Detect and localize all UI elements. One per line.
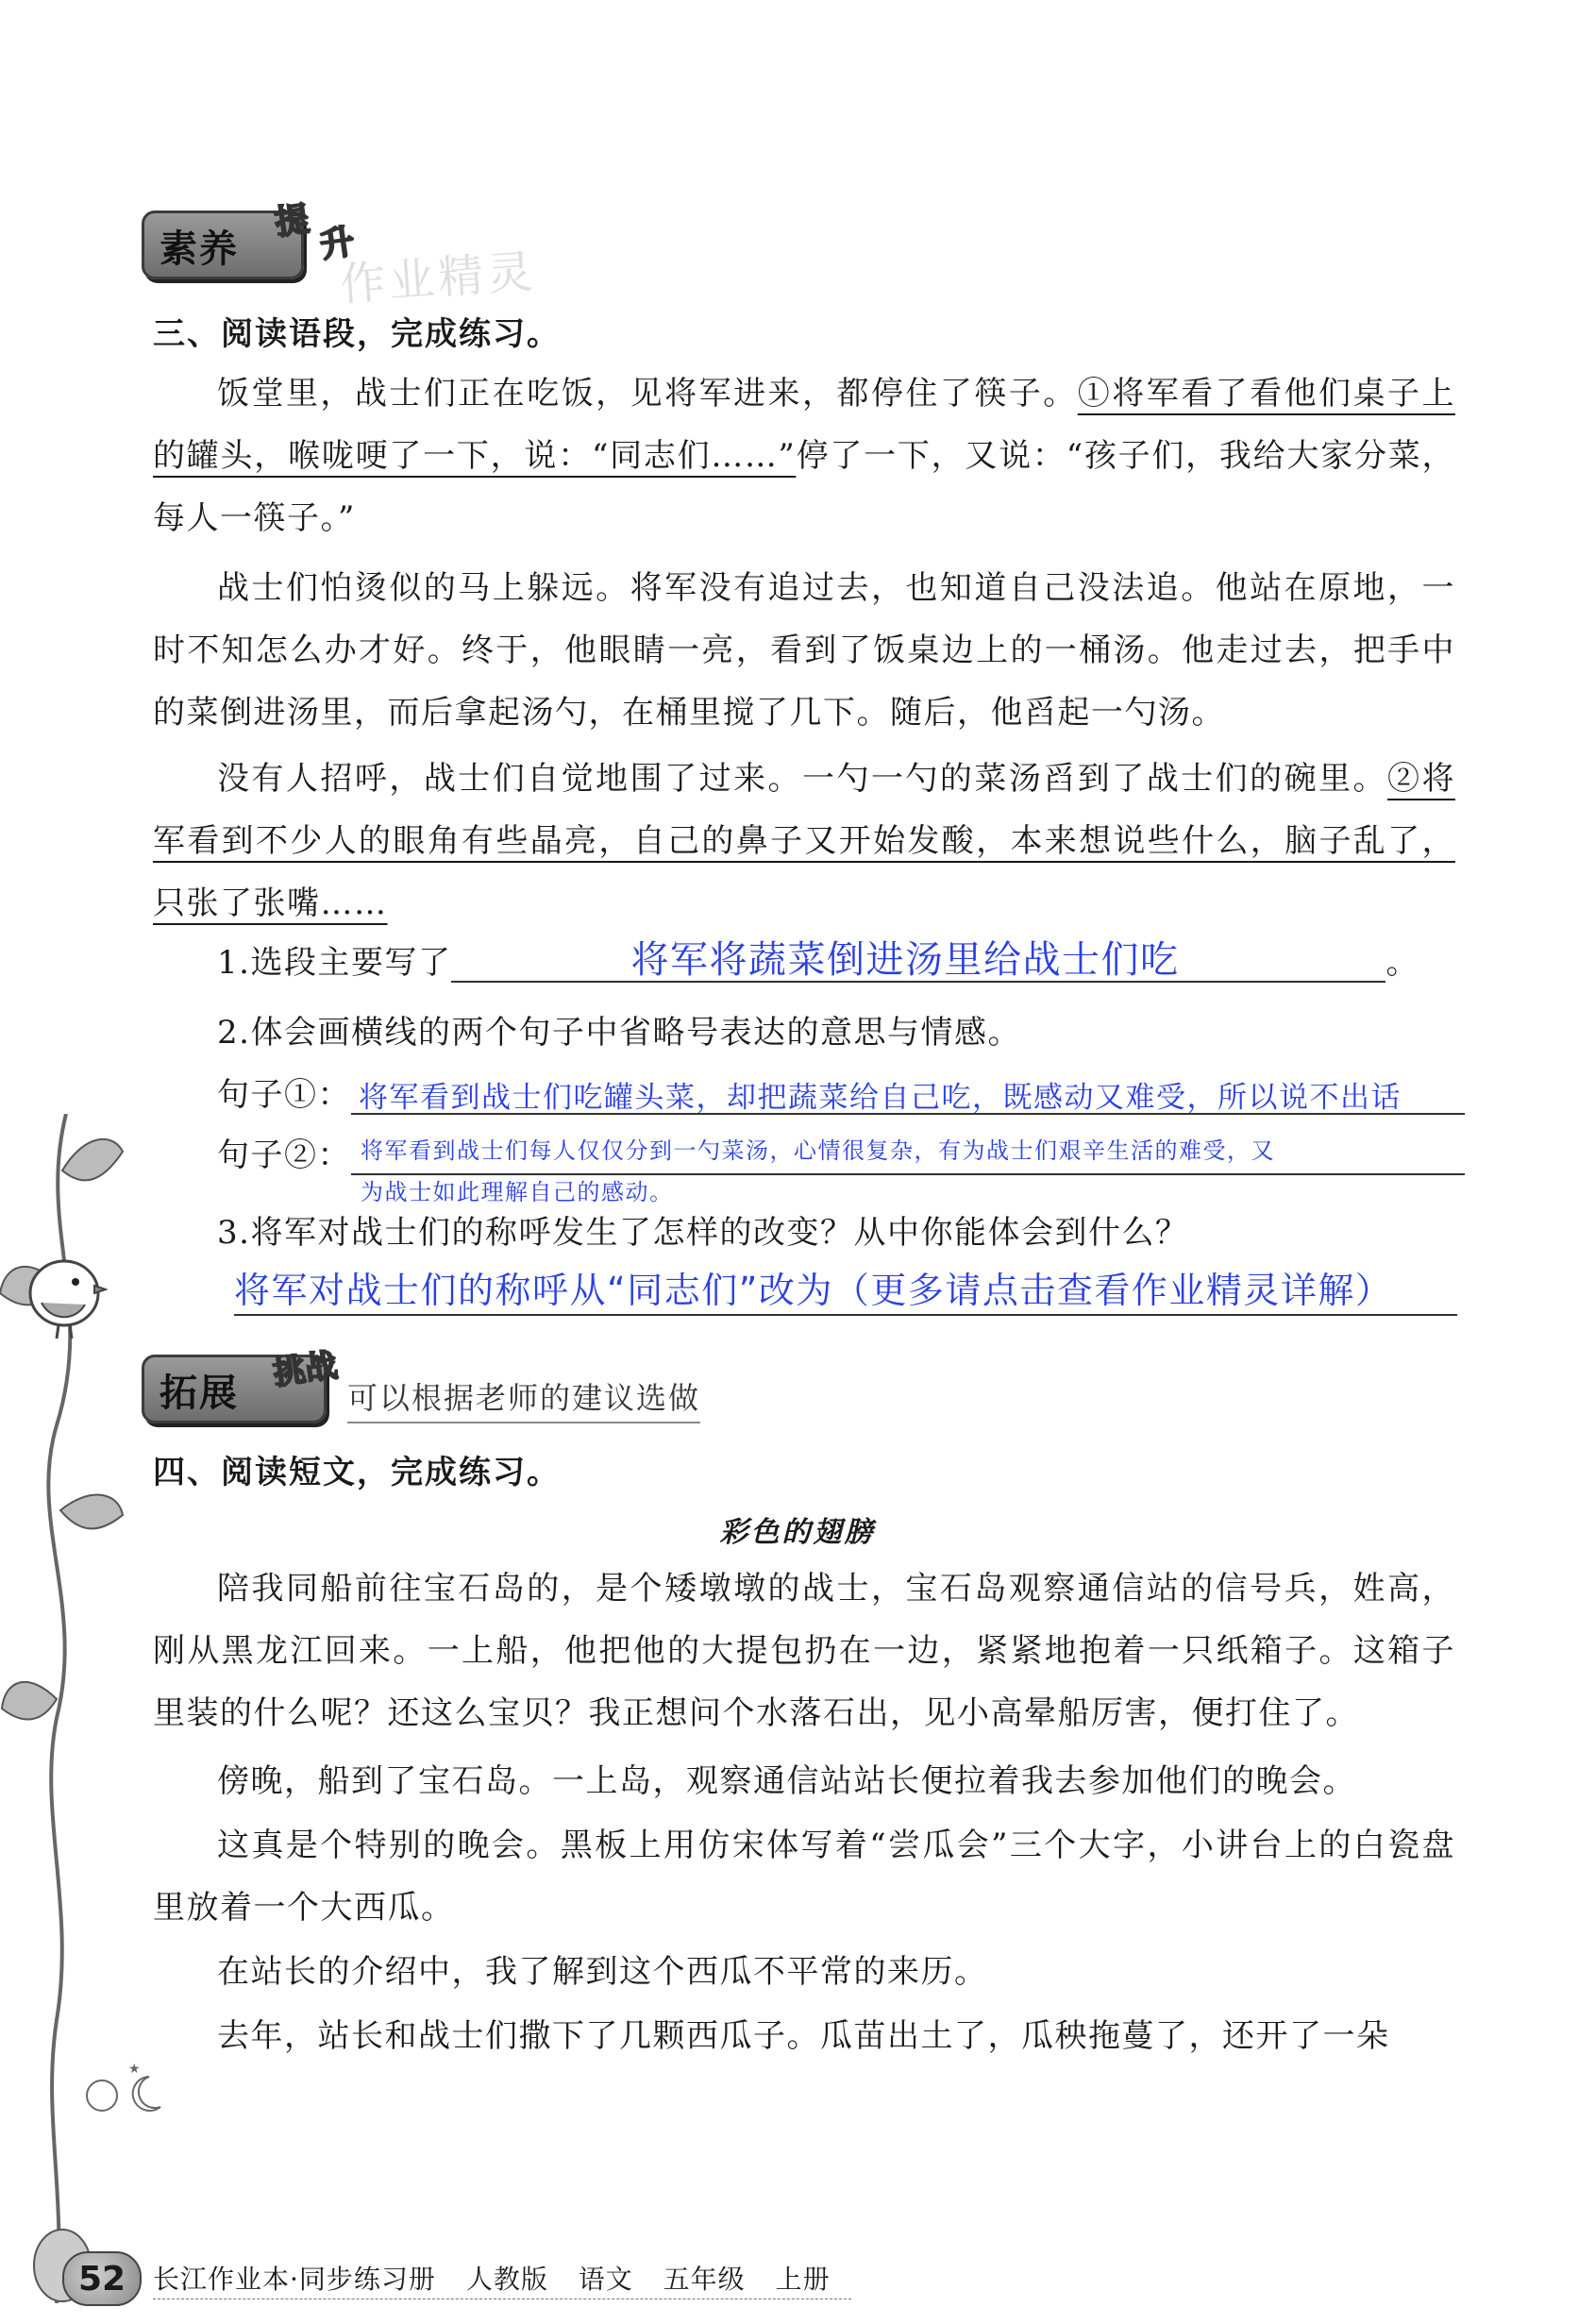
banner-badge: 挑战 [271, 1345, 340, 1393]
bird-icon [23, 1246, 108, 1340]
p3-underlined-sentence: ②将军看到不少人的眼角有些晶亮，自己的鼻子又开始发酸，本来想说些什么，脑子乱了，只张了张嘴…… [153, 760, 1456, 922]
banner-title: 素养 [142, 211, 304, 279]
banner-note: 可以根据老师的建议选做 [347, 1374, 700, 1423]
q1-answer: 将军将蔬菜倒进汤里给战士们吃 [630, 938, 1180, 982]
section4-heading: 四、阅读短文，完成练习。 [153, 1454, 561, 1491]
question-3: 3.将军对战士们的称呼发生了怎样的改变？从中你能体会到什么？ [217, 1214, 1189, 1252]
q1-label: 1.选段主要写了 [217, 944, 452, 982]
footer-grade: 五年级 [663, 2263, 746, 2295]
banner-badge-1: 提 [272, 199, 312, 243]
watermark: 作业精灵 [338, 244, 539, 312]
passage-paragraph-3 [153, 748, 1455, 935]
passage-paragraph-1 [153, 362, 1455, 549]
q2-s2-answer-line2: 为战士如此理解自己的感动。 [361, 1179, 674, 1205]
page-number: 52 [62, 2251, 142, 2306]
p3-text-a: 没有人招呼，战士们自觉地围了过来。一勺一勺的菜汤舀到了战士们的碗里。 [217, 760, 1388, 798]
page-footer [62, 2250, 851, 2307]
q3-answer-field[interactable] [234, 1255, 1457, 1316]
passage2-paragraph-1: 陪我同船前往宝石岛的，是个矮墩墩的战士，宝石岛观察通信站的信号兵，姓高，刚从黑龙江回来。一上船，他把他的大提包扔在一边，紧紧地抱着一只纸箱子。这箱子里装的什么呢？还这么宝贝？我正想问个水落石出，见小高晕船厉害，便打住了。 [153, 1570, 1455, 1732]
question-2: 2.体会画横线的两个句子中省略号表达的意思与情感。 [217, 1014, 1021, 1052]
footer-edition: 人教版 [465, 2263, 548, 2295]
footer-volume: 上册 [775, 2263, 831, 2295]
q2-s1-answer: 将军看到战士们吃罐头菜，却把蔬菜给自己吃，既感动又难受，所以说不出话 [359, 1081, 1402, 1115]
passage2-paragraph-4: 在站长的介绍中，我了解到这个西瓜不平常的来历。 [217, 1953, 988, 1991]
passage-title: 彩色的翅膀 [719, 1516, 876, 1549]
q2-s1-label: 句子①： [217, 1076, 351, 1114]
banner-title: 拓展 [142, 1355, 327, 1423]
night-doodle-icon [74, 2058, 177, 2133]
p1-text-b: 停了一下，又说：“孩子们，我给大家分菜，每人一筷子。” [153, 437, 1455, 537]
q1-end: 。 [1385, 944, 1419, 982]
section-banner-extension [142, 1345, 701, 1423]
footer-subject: 语文 [578, 2263, 633, 2295]
svg-text:★: ★ [128, 2062, 141, 2077]
passage2-paragraph-2: 傍晚，船到了宝石岛。一上岛，观察通信站站长便拉着我去参加他们的晚会。 [217, 1762, 1356, 1800]
passage2-paragraph-5: 去年，站长和战士们撒下了几颗西瓜子。瓜苗出土了，瓜秧拖蔓了，还开了一朵 [217, 2017, 1390, 2055]
q3-answer: 将军对战士们的称呼从“同志们”改为（更多请点击查看作业精灵详解） [234, 1270, 1393, 1311]
p1-underlined-sentence: ①将军看了看他们桌子上的罐头，喉咙哽了一下，说：“同志们……” [153, 375, 1456, 475]
q2-s2-answer-field[interactable] [351, 1132, 1465, 1205]
q2-s1-answer-field[interactable] [351, 1071, 1465, 1115]
section-banner-literacy [142, 199, 358, 279]
passage2-paragraph-3: 这真是个特别的晚会。黑板上用仿宋体写着“尝瓜会”三个大字，小讲台上的白瓷盘里放着一个大西瓜。 [153, 1827, 1455, 1927]
footer-book-info [153, 2259, 851, 2299]
question-2-sentence-1 [217, 1069, 1465, 1115]
q2-s2-answer-line1: 将军看到战士们每人仅仅分到一勺菜汤，心情很复杂，有为战士们艰辛生活的难受，又 [361, 1137, 1275, 1164]
passage-paragraph-2: 战士们怕烫似的马上躲远。将军没有追过去，也知道自己没法追。他站在原地，一时不知怎么办才好。终于，他眼睛一亮，看到了饭桌边上的一桶汤。他走过去，把手中的菜倒进汤里，而后拿起汤勺，在桶里搅了几下。随后，他舀起一勺汤。 [153, 569, 1455, 732]
banner-badge-2: 升 [317, 222, 358, 265]
p1-text-a: 饭堂里，战士们正在吃饭，见将军进来，都停住了筷子。 [217, 375, 1078, 413]
section3-heading: 三、阅读语段，完成练习。 [153, 315, 561, 353]
question-2-sentence-2 [217, 1129, 1465, 1205]
q1-answer-field[interactable] [451, 939, 1385, 983]
q2-s2-label: 句子②： [217, 1137, 351, 1174]
question-1 [217, 936, 1419, 983]
footer-book: 长江作业本·同步练习册 [153, 2263, 436, 2295]
